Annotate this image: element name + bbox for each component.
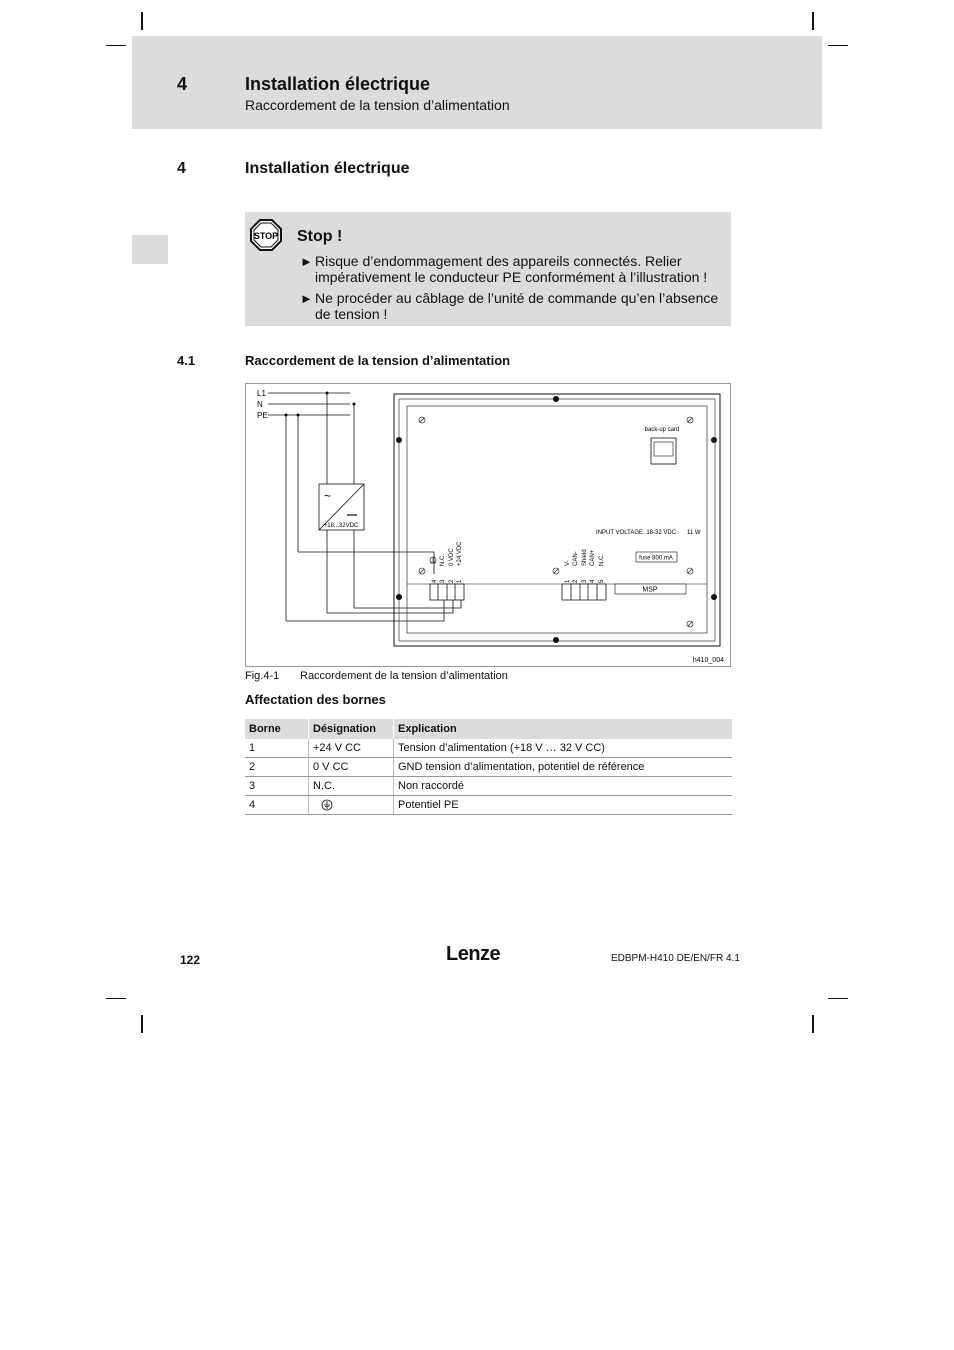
power-label: 11 W <box>687 530 701 536</box>
stop-sign-text: STOP <box>253 231 279 241</box>
wiring-diagram <box>246 384 732 668</box>
column-header-borne: Borne <box>245 719 309 739</box>
crop-mark <box>828 45 848 46</box>
table-row <box>245 758 732 777</box>
bullet-marker: ► <box>300 254 313 269</box>
can-terminal-block <box>562 584 606 600</box>
crop-mark <box>141 12 143 30</box>
figure-caption-text: Raccordement de la tension d’alimentation <box>300 670 508 682</box>
ground-icon <box>321 799 333 811</box>
line-label-n: N <box>257 400 263 409</box>
lenze-logo: Lenze <box>446 943 501 965</box>
table-row <box>245 777 732 796</box>
cell-designation: N.C. <box>309 777 394 796</box>
terminal-assignment-table <box>245 719 732 815</box>
cell-explication: GND tension d’alimentation, potentiel de référence <box>394 758 733 777</box>
msp-label: MSP <box>642 586 658 594</box>
cell-explication: Potentiel PE <box>394 796 733 815</box>
psu-voltage-label: +18...32VDC <box>323 523 359 529</box>
stop-sign-icon <box>250 219 282 251</box>
crop-mark <box>828 998 848 999</box>
cell-explication: Tension d’alimentation (+18 V … 32 V CC) <box>394 739 733 758</box>
svg-text:5: 5 <box>599 579 605 583</box>
backup-card-label: back-up card <box>644 427 680 433</box>
terminal-label-v-minus: V- <box>565 560 571 566</box>
subsection-number: 4.1 <box>177 353 196 368</box>
subsection-title: Raccordement de la tension d’alimentation <box>245 353 511 368</box>
column-header-designation: Désignation <box>309 719 394 739</box>
svg-text:1: 1 <box>457 579 463 583</box>
section-title: Installation électrique <box>245 160 410 177</box>
header-chapter-number: 4 <box>177 74 188 94</box>
crop-mark <box>812 12 814 30</box>
page-number: 122 <box>180 953 201 967</box>
page-header <box>132 36 822 129</box>
stop-item-1: Risque d’endommagement des appareils connectés. Relier impérativement le conducteur PE conformément à l’illustration ! <box>315 253 708 285</box>
line-label-l1: L1 <box>257 389 266 398</box>
terminal-label-can-minus: CAN- <box>573 551 579 566</box>
table-row <box>245 739 732 758</box>
input-voltage-label: INPUT VOLTAGE: 18-32 VDC <box>596 530 677 536</box>
terminal-label-nc2: N.C. <box>599 554 605 566</box>
svg-text:4: 4 <box>590 579 596 583</box>
cell-designation <box>309 796 394 815</box>
fuse-label: fuse 800 mA <box>639 555 673 562</box>
stop-item-2: Ne procéder au câblage de l’unité de commande qu’en l’absence de tension ! <box>315 290 719 322</box>
terminal-label-can-plus: CAN+ <box>590 549 596 566</box>
crop-mark <box>106 998 126 999</box>
psu-ac-symbol: ~ <box>324 489 332 503</box>
terminal-label-0vdc: 0 VDC <box>449 548 455 566</box>
column-header-explication: Explication <box>394 719 733 739</box>
cell-designation: +24 V CC <box>309 739 394 758</box>
assignment-title: Affectation des bornes <box>245 692 386 707</box>
table-header-row <box>245 719 732 739</box>
crop-mark <box>141 1015 143 1033</box>
terminal-label-24vdc: +24 VDC <box>457 541 463 566</box>
svg-text:1: 1 <box>565 579 571 583</box>
terminal-label-nc: N.C. <box>440 554 446 566</box>
terminal-label-shield: Shield <box>582 549 588 566</box>
header-chapter-title: Installation électrique <box>245 74 431 94</box>
table-row <box>245 796 732 815</box>
bullet-marker: ► <box>300 291 313 306</box>
figure-caption-number: Fig.4-1 <box>245 670 280 682</box>
stop-title: Stop ! <box>297 228 343 245</box>
line-label-pe: PE <box>257 411 268 420</box>
cell-explication: Non raccordé <box>394 777 733 796</box>
cell-designation: 0 V CC <box>309 758 394 777</box>
cell-borne: 1 <box>245 739 309 758</box>
figure-id: h410_004 <box>692 657 724 664</box>
svg-text:3: 3 <box>440 579 446 583</box>
svg-text:4: 4 <box>432 579 438 583</box>
cell-borne: 2 <box>245 758 309 777</box>
document-id: EDBPM-H410 DE/EN/FR 4.1 <box>611 953 740 964</box>
crop-mark <box>106 45 126 46</box>
power-terminal-block <box>430 584 464 600</box>
header-subtitle: Raccordement de la tension d’alimentation <box>245 97 510 113</box>
svg-text:2: 2 <box>449 579 455 583</box>
wiring-figure <box>245 383 731 667</box>
section-number: 4 <box>177 160 186 177</box>
cell-borne: 3 <box>245 777 309 796</box>
chapter-tab-marker <box>132 235 168 264</box>
svg-text:3: 3 <box>582 579 588 583</box>
svg-text:2: 2 <box>573 579 579 583</box>
cell-borne: 4 <box>245 796 309 815</box>
crop-mark <box>812 1015 814 1033</box>
